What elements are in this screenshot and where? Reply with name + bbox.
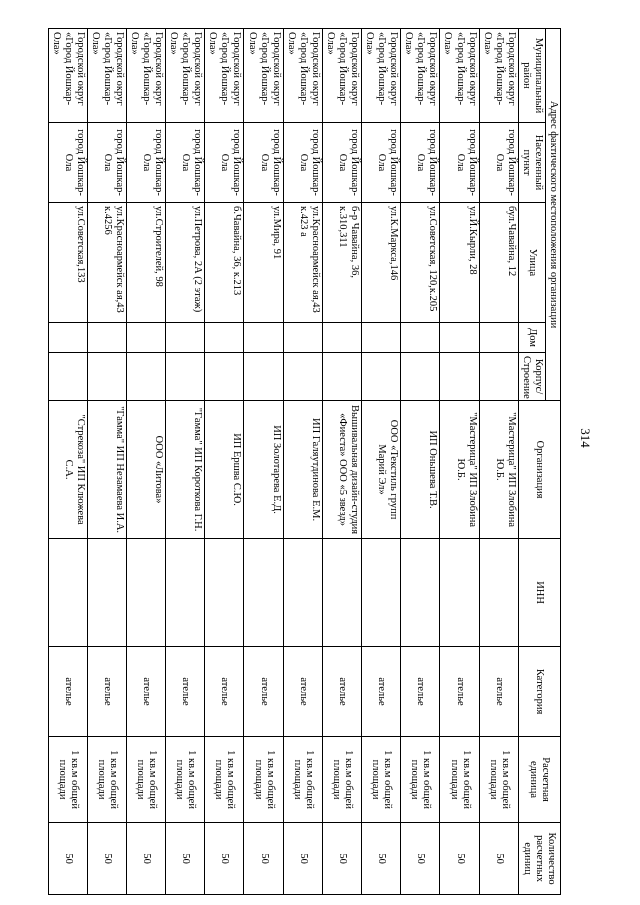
cell-house: [322, 323, 361, 353]
cell-organization: ИП Оньшева Т.В.: [401, 401, 440, 539]
cell-house: [205, 323, 244, 353]
cell-unit: 1 кв.м общей площади: [244, 737, 283, 823]
cell-count: 50: [401, 823, 440, 895]
cell-category: ателье: [166, 647, 205, 737]
cell-category: ателье: [126, 647, 165, 737]
cell-inn: [48, 539, 87, 647]
cell-unit: 1 кв.м общей площади: [283, 737, 322, 823]
cell-unit: 1 кв.м общей площади: [166, 737, 205, 823]
cell-building: [440, 353, 479, 401]
organizations-table: [48, 28, 561, 895]
cell-building: [322, 353, 361, 401]
table-row: [48, 29, 87, 895]
cell-street: ул.Мира, 91: [244, 203, 283, 323]
cell-count: 50: [244, 823, 283, 895]
cell-inn: [244, 539, 283, 647]
header-locality: Населенный пункт: [518, 123, 545, 203]
cell-locality: город Йошкар-Ола: [244, 123, 283, 203]
cell-district: Городской округ «Город Йошкар-Ола»: [440, 29, 479, 123]
cell-unit: 1 кв.м общей площади: [479, 737, 518, 823]
cell-building: [87, 353, 126, 401]
cell-inn: [401, 539, 440, 647]
cell-building: [283, 353, 322, 401]
cell-building: [244, 353, 283, 401]
cell-building: [48, 353, 87, 401]
header-inn: ИНН: [518, 539, 560, 647]
cell-category: ателье: [362, 647, 401, 737]
rotated-page: [50, 28, 561, 894]
table-row: [205, 29, 244, 895]
page-number: 314: [577, 428, 593, 448]
header-address-group: Адрес фактического местоположения организации: [545, 29, 560, 401]
cell-building: [126, 353, 165, 401]
header-organization: Организация: [518, 401, 560, 539]
cell-category: ателье: [48, 647, 87, 737]
header-category: Категория: [518, 647, 560, 737]
cell-house: [440, 323, 479, 353]
cell-district: Городской округ «Город Йошкар-Ола»: [244, 29, 283, 123]
cell-locality: город Йошкар-Ола: [440, 123, 479, 203]
cell-organization: ООО «Текстиль групп Марий Эл»: [362, 401, 401, 539]
cell-locality: город Йошкар-Ола: [401, 123, 440, 203]
cell-locality: город Йошкар-Ола: [283, 123, 322, 203]
cell-inn: [362, 539, 401, 647]
cell-district: Городской округ «Город Йошкар-Ола»: [401, 29, 440, 123]
cell-organization: "Мастерица" ИП Злобина Ю.Б.: [479, 401, 518, 539]
cell-category: ателье: [401, 647, 440, 737]
cell-count: 50: [479, 823, 518, 895]
cell-district: Городской округ «Город Йошкар-Ола»: [126, 29, 165, 123]
cell-locality: город Йошкар-Ола: [362, 123, 401, 203]
cell-inn: [126, 539, 165, 647]
cell-district: Городской округ «Город Йошкар-Ола»: [205, 29, 244, 123]
cell-unit: 1 кв.м общей площади: [126, 737, 165, 823]
cell-count: 50: [205, 823, 244, 895]
cell-count: 50: [283, 823, 322, 895]
cell-category: ателье: [244, 647, 283, 737]
cell-organization: Вышивальная дизайн-студия «Фиеста» ООО «5 звезд»: [322, 401, 361, 539]
cell-count: 50: [48, 823, 87, 895]
cell-inn: [479, 539, 518, 647]
cell-inn: [283, 539, 322, 647]
cell-house: [244, 323, 283, 353]
cell-district: Городской округ «Город Йошкар-Ола»: [87, 29, 126, 123]
cell-house: [479, 323, 518, 353]
cell-street: б-р Чавайна, 36, к.310,311: [322, 203, 361, 323]
cell-inn: [87, 539, 126, 647]
cell-street: б.Чавайна, 36, к.213: [205, 203, 244, 323]
cell-district: Городской округ «Город Йошкар-Ола»: [166, 29, 205, 123]
header-district: Муниципальный район: [518, 29, 545, 123]
cell-unit: 1 кв.м общей площади: [205, 737, 244, 823]
cell-building: [401, 353, 440, 401]
cell-organization: "Гамма" ИП Незамаева И.А.: [87, 401, 126, 539]
cell-street: ул.Советская, 120,к.205: [401, 203, 440, 323]
cell-category: ателье: [205, 647, 244, 737]
header-count: Количество расчетных единиц: [518, 823, 560, 895]
cell-category: ателье: [283, 647, 322, 737]
cell-district: Городской округ «Город Йошкар-Ола»: [283, 29, 322, 123]
cell-category: ателье: [322, 647, 361, 737]
cell-unit: 1 кв.м общей площади: [362, 737, 401, 823]
cell-house: [126, 323, 165, 353]
cell-organization: "Стрекоза" ИП Клюжева С.А.: [48, 401, 87, 539]
cell-building: [205, 353, 244, 401]
cell-district: Городской округ «Город Йошкар-Ола»: [322, 29, 361, 123]
cell-locality: город Йошкар-Ола: [126, 123, 165, 203]
cell-category: ателье: [87, 647, 126, 737]
cell-category: ателье: [440, 647, 479, 737]
table-row: [126, 29, 165, 895]
header-building: Корпус/ Строение: [518, 353, 545, 401]
table-row: [166, 29, 205, 895]
cell-inn: [440, 539, 479, 647]
cell-house: [401, 323, 440, 353]
table-row: [440, 29, 479, 895]
cell-locality: город Йошкар-Ола: [87, 123, 126, 203]
cell-organization: ООО «Литова»: [126, 401, 165, 539]
cell-unit: 1 кв.м общей площади: [322, 737, 361, 823]
header-house: Дом: [518, 323, 545, 353]
cell-house: [283, 323, 322, 353]
cell-organization: "Мастерица" ИП Злобина Ю.Б.: [440, 401, 479, 539]
cell-count: 50: [322, 823, 361, 895]
table-row: [401, 29, 440, 895]
cell-street: ул.Красноармейск ая,43 к.423 а: [283, 203, 322, 323]
cell-street: бул.Чавайна, 12: [479, 203, 518, 323]
cell-category: ателье: [479, 647, 518, 737]
cell-district: Городской округ «Город Йошкар-Ола»: [48, 29, 87, 123]
cell-locality: город Йошкар-Ола: [322, 123, 361, 203]
cell-count: 50: [362, 823, 401, 895]
cell-organization: ИП Ершва С.Ю.: [205, 401, 244, 539]
cell-street: ул.Красноармейск ая,43 к.4256: [87, 203, 126, 323]
table-row: [244, 29, 283, 895]
header-street: Улица: [518, 203, 545, 323]
cell-count: 50: [126, 823, 165, 895]
table-row: [322, 29, 361, 895]
cell-street: ул.К.Маркса,146: [362, 203, 401, 323]
cell-locality: город Йошкар-Ола: [48, 123, 87, 203]
cell-locality: город Йошкар-Ола: [166, 123, 205, 203]
cell-organization: ИП Галяутдинова Е.М.: [283, 401, 322, 539]
cell-inn: [166, 539, 205, 647]
cell-building: [166, 353, 205, 401]
cell-street: ул.Й.Кырли, 28: [440, 203, 479, 323]
cell-house: [48, 323, 87, 353]
cell-district: Городской округ «Город Йошкар-Ола»: [479, 29, 518, 123]
cell-unit: 1 кв.м общей площади: [401, 737, 440, 823]
cell-organization: ИП Золотарева Е.Д.: [244, 401, 283, 539]
cell-house: [166, 323, 205, 353]
cell-district: Городской округ «Город Йошкар-Ола»: [362, 29, 401, 123]
cell-locality: город Йошкар-Ола: [205, 123, 244, 203]
cell-inn: [322, 539, 361, 647]
cell-unit: 1 кв.м общей площади: [87, 737, 126, 823]
cell-building: [362, 353, 401, 401]
cell-house: [87, 323, 126, 353]
cell-unit: 1 кв.м общей площади: [440, 737, 479, 823]
table-row: [283, 29, 322, 895]
cell-count: 50: [87, 823, 126, 895]
cell-unit: 1 кв.м общей площади: [48, 737, 87, 823]
table-row: [362, 29, 401, 895]
cell-inn: [205, 539, 244, 647]
cell-street: ул.Петрова, 2А (2 этаж): [166, 203, 205, 323]
cell-count: 50: [166, 823, 205, 895]
cell-building: [479, 353, 518, 401]
cell-street: ул.Строителей, 98: [126, 203, 165, 323]
cell-street: ул.Советская,133: [48, 203, 87, 323]
table-row: [479, 29, 518, 895]
cell-locality: город Йошкар-Ола: [479, 123, 518, 203]
cell-house: [362, 323, 401, 353]
table-row: [87, 29, 126, 895]
cell-organization: "Гамма" ИП Короткова Г.Н.: [166, 401, 205, 539]
cell-count: 50: [440, 823, 479, 895]
header-unit: Расчетная единица: [518, 737, 560, 823]
